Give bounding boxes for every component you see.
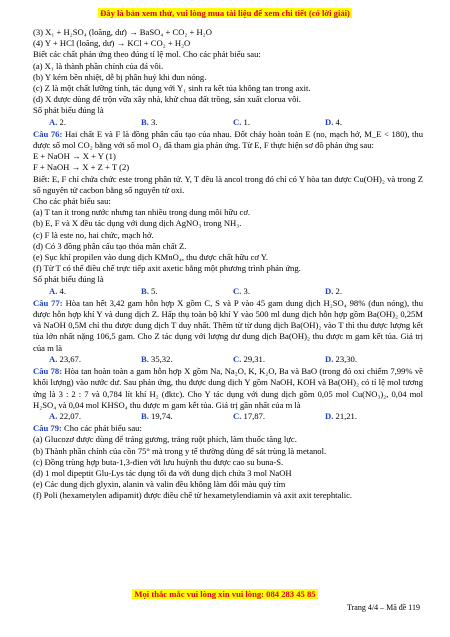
statement-c: (c) Z là một chất lưỡng tính, tác dụng với Y₁ sinh ra kết tủa không tan trong axit.: [33, 83, 311, 94]
option-c[interactable]: C. 3.: [233, 285, 250, 296]
option-a[interactable]: A. 2.: [49, 116, 66, 127]
question-ask: Số phát biểu đúng là: [33, 105, 104, 116]
q79-item-a: (a) Glucozơ được dùng để tráng gương, tráng ruột phích, làm thuốc tăng lực.: [33, 434, 297, 445]
option-d[interactable]: D. 2.: [325, 285, 342, 296]
q79-item-d: (d) 1 mol đipeptit Glu-Lys tác dụng tối đa với dung dịch chứa 3 mol NaOH: [33, 467, 292, 478]
q77-text: Câu 77: Hòa tan hết 3,42 gam hỗn hợp X gồm C, S và P vào 45 gam dung dịch H₂SO₄ 98% (đun nóng), thu được hỗn hợp khí Y và dung dịch Z. Hấp thụ toàn bộ khí Y vào 500 ml dung dịch hỗn hợp gồm Ba(OH)₂ 0,25M và NaOH 0,5M chỉ thu được dung dịch T duy nhất. Thêm từ từ dung dịch Ba(OH)₂ vào T thì thu được lượng kết tủa lớn nhất nặng 106,5 gam. Cho Z tác dụng với lượng dư dung dịch Ba(OH)₂ thu được m gam kết tủa. Giá trị của m là: [33, 297, 423, 353]
page-number: Trang 4/4 – Mã đề 119: [347, 603, 420, 612]
q76-text: Câu 76: Hai chất E và F là đồng phân cấu tạo của nhau. Đốt cháy hoàn toàn E (no, mạch hở, M_E < 180), thu được số mol CO₂ bằng với số mol O₂ đã tham gia phản ứng. Từ E, F thực hiện sơ đồ phản ứng sau:: [33, 128, 423, 151]
option-a[interactable]: A. 4.: [49, 285, 66, 296]
option-b[interactable]: B. 35,32.: [141, 353, 173, 364]
option-b[interactable]: B. 3.: [141, 116, 158, 127]
q76-reaction-2: F + NaOH → X + Z + T (2): [33, 162, 130, 173]
preview-banner: Đây là bản xem thử, vui lòng mua tài liệu để xem chi tiết (có lời giải): [100, 8, 350, 18]
statement-intro: Biết các chất phản ứng theo đúng tỉ lệ mol. Cho các phát biểu sau:: [33, 49, 261, 60]
reaction-line-4: (4) Y + HCl (loãng, dư) → KCl + CO₂ + H₂O: [33, 38, 191, 49]
q76-item-e: (e) Sục khí propilen vào dung dịch KMnO₄, thu được chất hữu cơ Y.: [33, 252, 269, 263]
q79-text: Câu 79: Cho các phát biểu sau:: [33, 423, 142, 434]
option-d[interactable]: D. 23,30.: [325, 353, 357, 364]
q78-options: [33, 411, 423, 422]
statement-a: (a) X₁ là thành phần chính của đá vôi.: [33, 60, 164, 71]
q76-item-a: (a) T tan ít trong nước nhưng tan nhiều trong dung môi hữu cơ.: [33, 207, 251, 218]
q76-ask: Số phát biểu đúng là: [33, 274, 104, 285]
option-c[interactable]: C. 29,31.: [233, 353, 265, 364]
option-b[interactable]: B. 19,74.: [141, 410, 173, 421]
option-a[interactable]: A. 23,67.: [49, 353, 81, 364]
q76-item-d: (d) Có 3 đồng phân cấu tạo thỏa mãn chất Z.: [33, 240, 187, 251]
option-c[interactable]: C. 17,87.: [233, 410, 265, 421]
q76-intro: Cho các phát biểu sau:: [33, 196, 111, 207]
option-d[interactable]: D. 4.: [325, 116, 342, 127]
q79-item-b: (b) Thành phần chính của cồn 75° mà trong y tế thường dùng để sát trùng là metanol.: [33, 445, 327, 456]
option-d[interactable]: D. 21,21.: [325, 410, 357, 421]
statement-d: (d) X được dùng để trộn vữa xây nhà, khử chua đất trồng, sản xuất clorua vôi.: [33, 94, 301, 105]
exam-content: [33, 27, 423, 502]
reaction-line-3: (3) X₁ + H₂SO₄ (loãng, dư) → BaSO₄ + CO₂ + H₂O: [33, 27, 212, 37]
q79-item-c: (c) Đồng trùng hợp buta-1,3-đien với lưu huỳnh thu được cao su buna-S.: [33, 456, 284, 467]
statement-b: (b) Y kém bền nhiệt, dễ bị phân huỷ khi đun nóng.: [33, 71, 207, 82]
q79-item-e: (e) Các dung dịch glyxin, alanin và valin đều không làm đổi màu quỳ tím: [33, 479, 286, 490]
option-a[interactable]: A. 22,07.: [49, 410, 81, 421]
option-b[interactable]: B. 5.: [141, 285, 158, 296]
q76-item-b: (b) E, F và X đều tác dụng với dung dịch AgNO₃ trong NH₃.: [33, 218, 242, 229]
q77-options: [33, 354, 423, 365]
q76-item-c: (c) F là este no, hai chức, mạch hở.: [33, 229, 154, 240]
q78-text: Câu 78: Hòa tan hoàn toàn a gam hỗn hợp X gồm Na, Na₂O, K, K₂O, Ba và BaO (trong đó oxi chiếm 7,99% về khối lượng) vào nước dư. Sau phản ứng, thu được dung dịch Y gồm NaOH, KOH và Ba(OH)₂ có tỉ lệ mol tương ứng là 3 : 2 : 7 và 0,784 lít khí H₂ (đktc). Cho Y tác dụng với dung dịch gồm 0,05 mol Cu(NO₃)₂, 0,04 mol H₂SO₄ và 0,04 mol KHSO₄ thu được m gam kết tủa. Giá trị gần nhất của m là: [33, 366, 423, 410]
contact-banner: Mọi thắc mắc vui lòng xin vui lòng: 084 283 45 85: [134, 589, 316, 599]
q76-options: [33, 286, 423, 297]
q75-options: [33, 117, 423, 128]
q76-item-f: (f) Từ T có thể điều chế trực tiếp axit axetic bằng một phương trình phản ứng.: [33, 263, 301, 274]
option-c[interactable]: C. 1.: [233, 116, 250, 127]
q76-note: Biết: E, F chỉ chứa chức este trong phân tử. Y, T đều là ancol trong đó chỉ có Y hòa tan được Cu(OH)₂ và trong Z số nguyên tử cacbon bằng số nguyên tử oxi.: [33, 173, 423, 195]
q79-item-f: (f) Poli (hexametylen ađipamit) được điều chế từ hexametylendiamin và axit axit terephtalic.: [33, 490, 353, 501]
q76-reaction-1: E + NaOH → X + Y (1): [33, 151, 116, 162]
